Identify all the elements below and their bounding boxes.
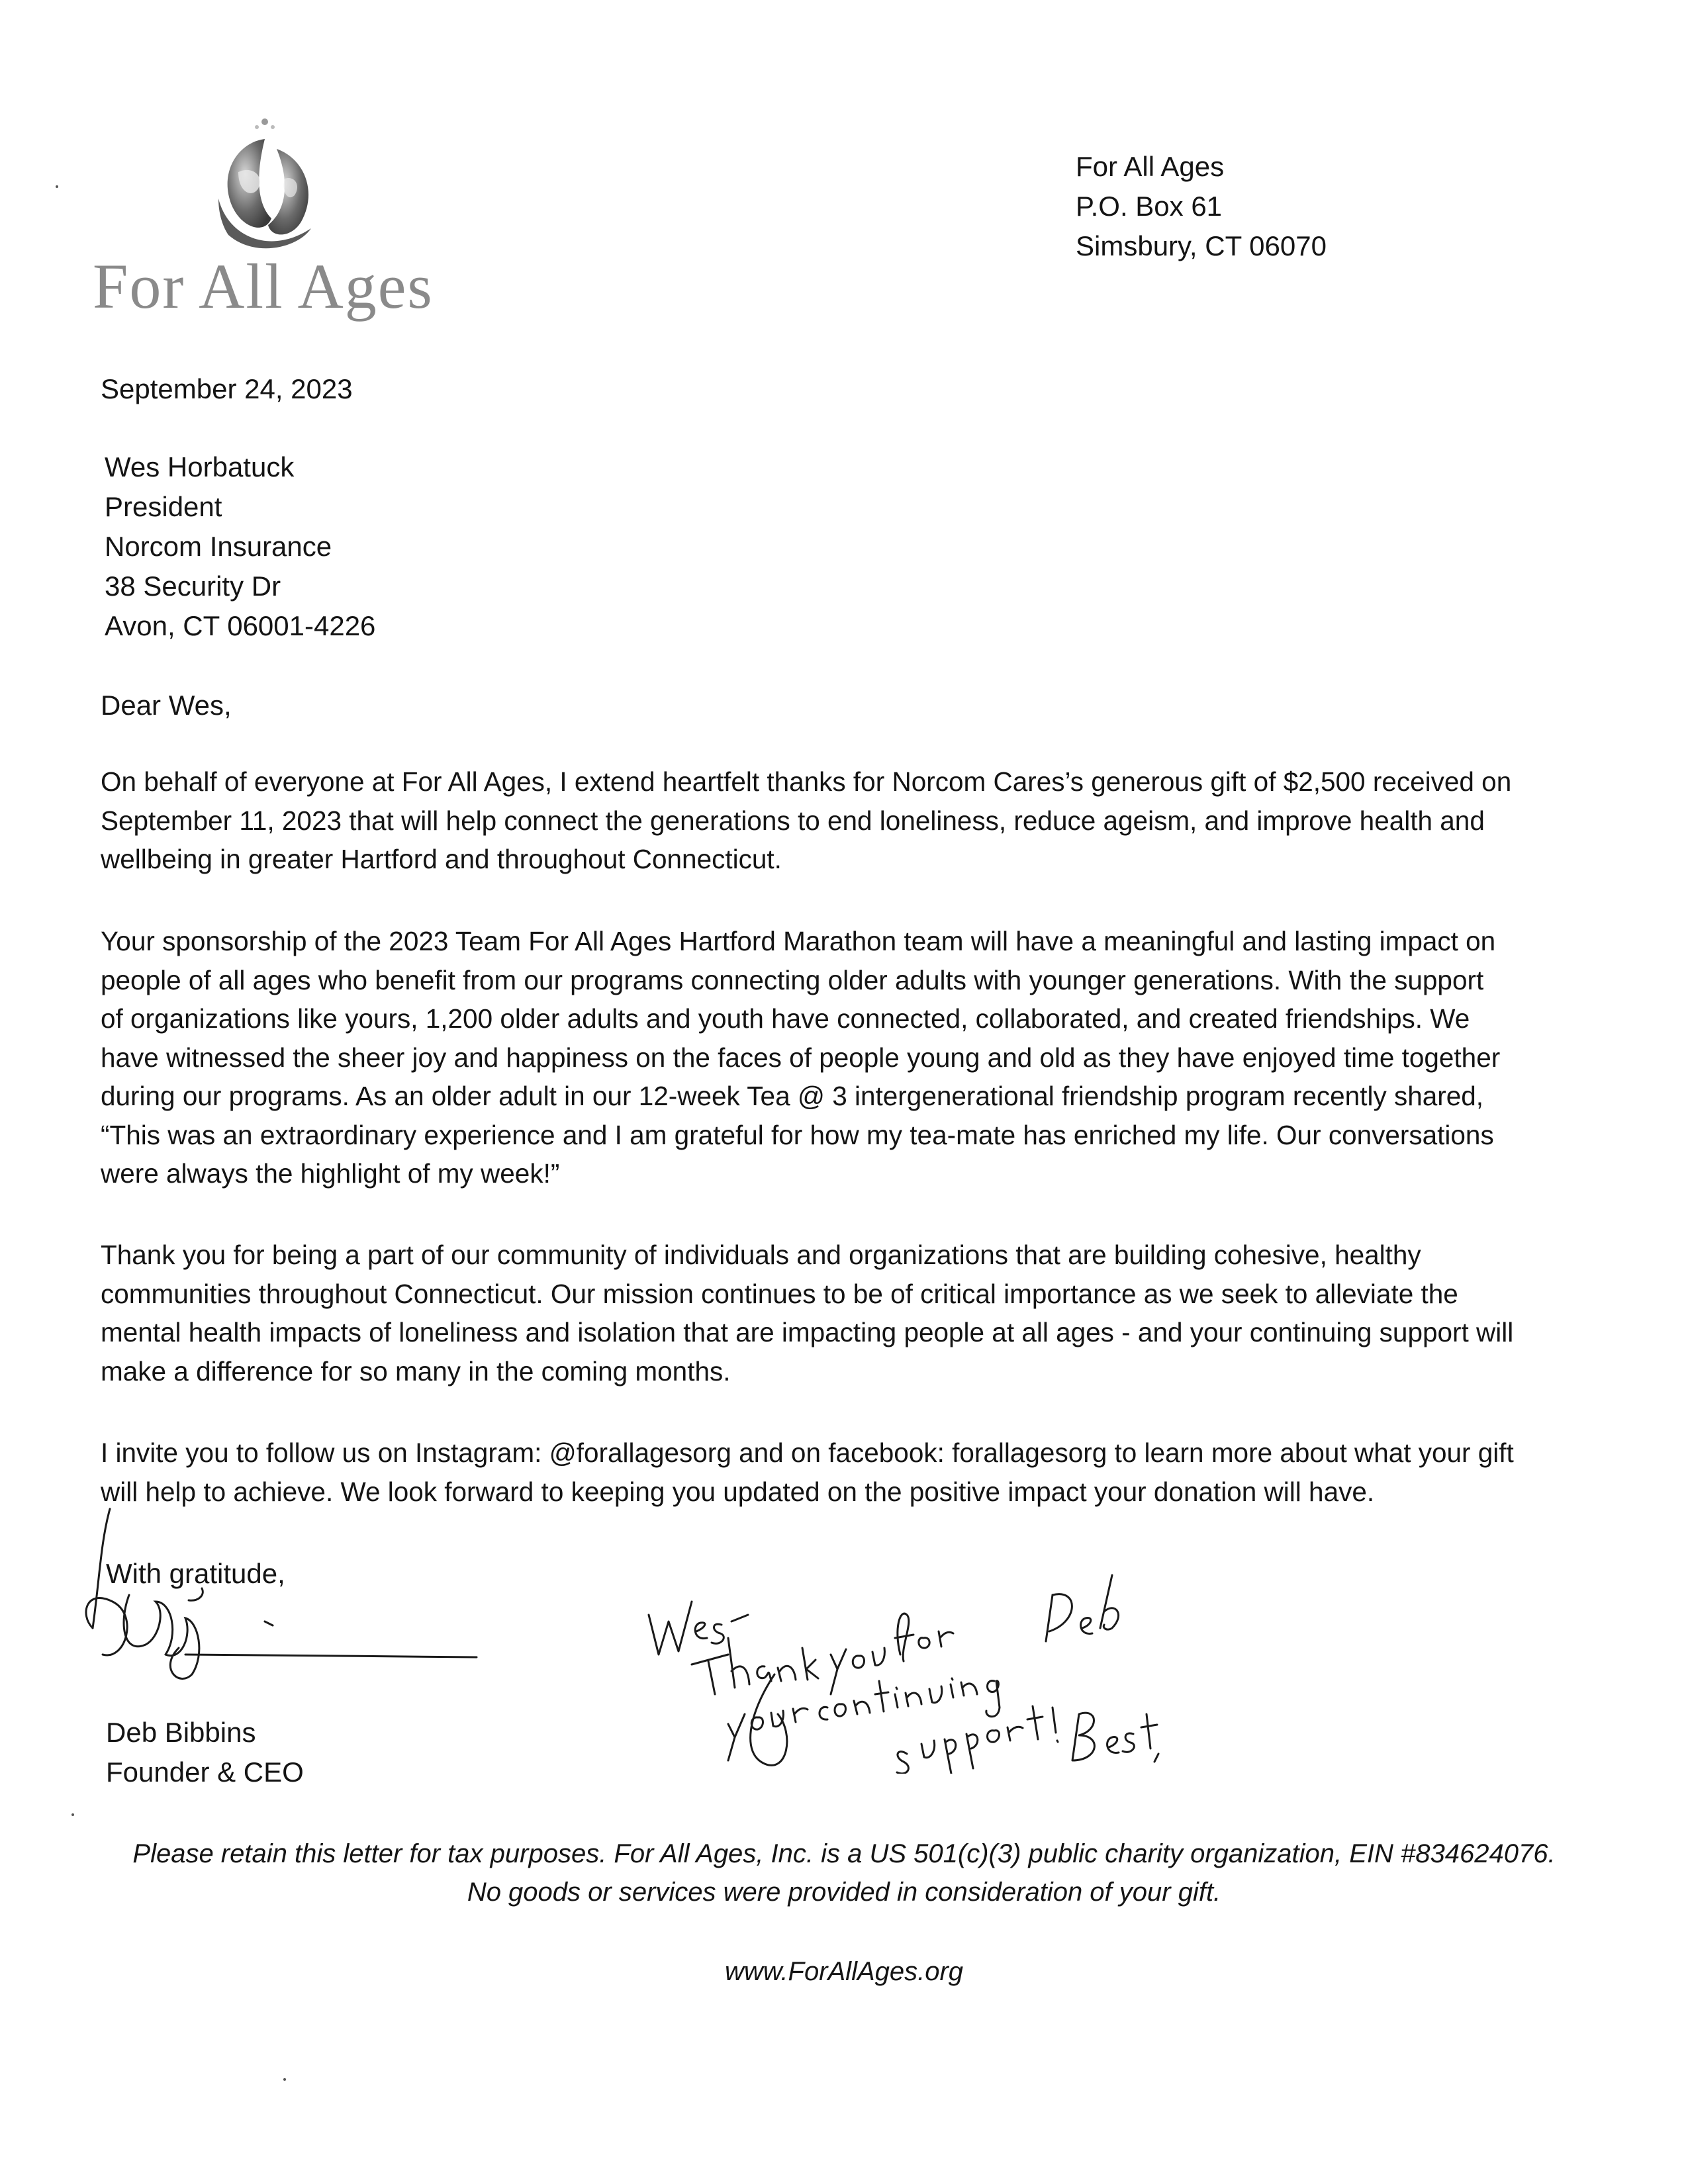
return-address-line2: Simsbury, CT 06070 [1076,230,1327,261]
body-paragraph-1 [101,762,1597,879]
signature-icon [66,1502,490,1707]
paragraph-line: September 11, 2023 that will help connect the generations to end loneliness, reduce ageism, and improve health and [101,805,1485,836]
recipient-street: 38 Security Dr [105,570,281,602]
body-paragraph-3 [101,1236,1597,1390]
salutation: Dear Wes, [101,690,232,721]
paragraph-line: communities throughout Connecticut. Our mission continues to be of critical importance as we seek to alleviate the [101,1278,1458,1309]
paragraph-line: I invite you to follow us on Instagram: @forallagesorg and on facebook: forallagesorg to learn more about what your gift [101,1437,1514,1468]
scan-speck [71,1813,74,1816]
paragraph-line: On behalf of everyone at For All Ages, I extend heartfelt thanks for Norcom Cares’s generous gift of $2,500 received on [101,766,1512,797]
signer-block [106,1713,304,1792]
letter-date: September 24, 2023 [101,373,353,404]
return-address-line1: P.O. Box 61 [1076,191,1223,222]
closing: With gratitude, [106,1558,285,1589]
recipient-title: President [105,491,222,522]
paragraph-line: were always the highlight of my week!” [101,1158,560,1189]
paragraph-line: during our programs. As an older adult in our 12-week Tea @ 3 intergenerational friendship program recently shared, [101,1081,1484,1111]
signer-name: Deb Bibbins [106,1717,256,1748]
paragraph-line: mental health impacts of loneliness and isolation that are impacting people at all ages - and your continuing support will [101,1317,1514,1347]
logo-wordmark: For All Ages [93,251,434,322]
tax-notice [0,1835,1688,1911]
tax-notice-line-1: Please retain this letter for tax purposes. For All Ages, Inc. is a US 501(c)(3) public charity organization, EIN #834624076. [132,1839,1556,1868]
recipient-city: Avon, CT 06001-4226 [105,610,376,641]
scan-speck [56,185,58,188]
recipient-company: Norcom Insurance [105,531,332,562]
leaf-hands-logo-icon [192,113,338,265]
recipient-name: Wes Horbatuck [105,451,295,482]
paragraph-line: make a difference for so many in the coming months. [101,1355,731,1387]
paragraph-line: of organizations like yours, 1,200 older adults and youth have connected, collaborated, and created friendships. We [101,1003,1470,1034]
for-all-ages-logo [93,113,437,331]
signer-title: Founder & CEO [106,1756,304,1788]
paragraph-line: “This was an extraordinary experience and I am grateful for how my tea-mate has enriched my life. Our conversations [101,1119,1494,1150]
body-paragraph-2 [101,922,1597,1193]
recipient-address [105,447,375,646]
paragraph-line: wellbeing in greater Hartford and throughout Connecticut. [101,844,782,874]
paragraph-line: Thank you for being a part of our community of individuals and organizations that are building cohesive, healthy [101,1240,1421,1270]
paragraph-line: have witnessed the sheer joy and happiness on the faces of people young and old as they have enjoyed time together [101,1042,1501,1073]
return-address-name: For All Ages [1076,151,1225,182]
tax-notice-line-2: No goods or services were provided in consideration of your gift. [467,1878,1221,1907]
website-link[interactable]: www.ForAllAges.org [724,1957,964,1986]
paragraph-line: will help to achieve. We look forward to keeping you updated on the positive impact your donation will have. [101,1476,1375,1507]
paragraph-line: Your sponsorship of the 2023 Team For All Ages Hartford Marathon team will have a meaningful and lasting impact on [101,926,1496,956]
return-address [1076,147,1327,266]
handwritten-note-icon [622,1496,1165,1774]
scan-speck [283,2078,286,2081]
paragraph-line: people of all ages who benefit from our programs connecting older adults with younger generations. With the support [101,964,1484,995]
